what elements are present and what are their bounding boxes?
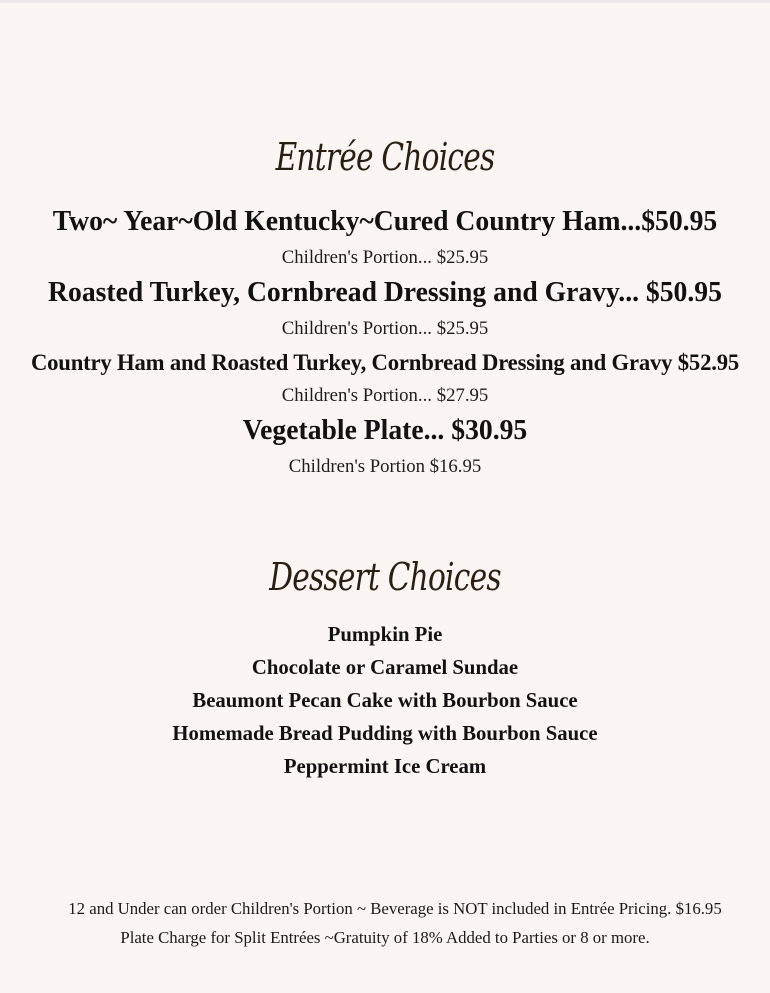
footnote-line: 12 and Under can order Children's Portion ~ Beverage is NOT included in Entrée Pricing. $16.95 xyxy=(68,899,722,918)
entree-item-name: Country Ham and Roasted Turkey, Cornbread Dressing and Gravy $52.95 xyxy=(30,350,740,375)
dessert-item: Beaumont Pecan Cake with Bourbon Sauce xyxy=(192,688,578,712)
dessert-item: Pumpkin Pie xyxy=(327,622,443,646)
entree-item-name: Two~ Year~Old Kentucky~Cured Country Ham...$50.95 xyxy=(52,206,718,237)
entree-child-price: Children's Portion... $25.95 xyxy=(281,318,489,339)
dessert-item: Peppermint Ice Cream xyxy=(283,754,487,778)
dessert-item: Homemade Bread Pudding with Bourbon Sauce xyxy=(172,721,598,745)
entree-item-name: Roasted Turkey, Cornbread Dressing and Gravy... $50.95 xyxy=(48,277,722,308)
entree-child-price: Children's Portion... $27.95 xyxy=(281,385,489,406)
dessert-item: Chocolate or Caramel Sundae xyxy=(251,655,519,679)
footnote-line: Plate Charge for Split Entrées ~Gratuity of 18% Added to Parties or 8 or more. xyxy=(120,928,650,947)
entree-item-name: Vegetable Plate... $30.95 xyxy=(242,415,528,446)
entree-child-price: Children's Portion... $25.95 xyxy=(281,247,489,268)
entree-child-price: Children's Portion $16.95 xyxy=(288,456,482,477)
top-divider xyxy=(0,0,770,3)
entree-heading: Entrée Choices xyxy=(275,135,495,179)
dessert-heading: Dessert Choices xyxy=(269,555,501,599)
